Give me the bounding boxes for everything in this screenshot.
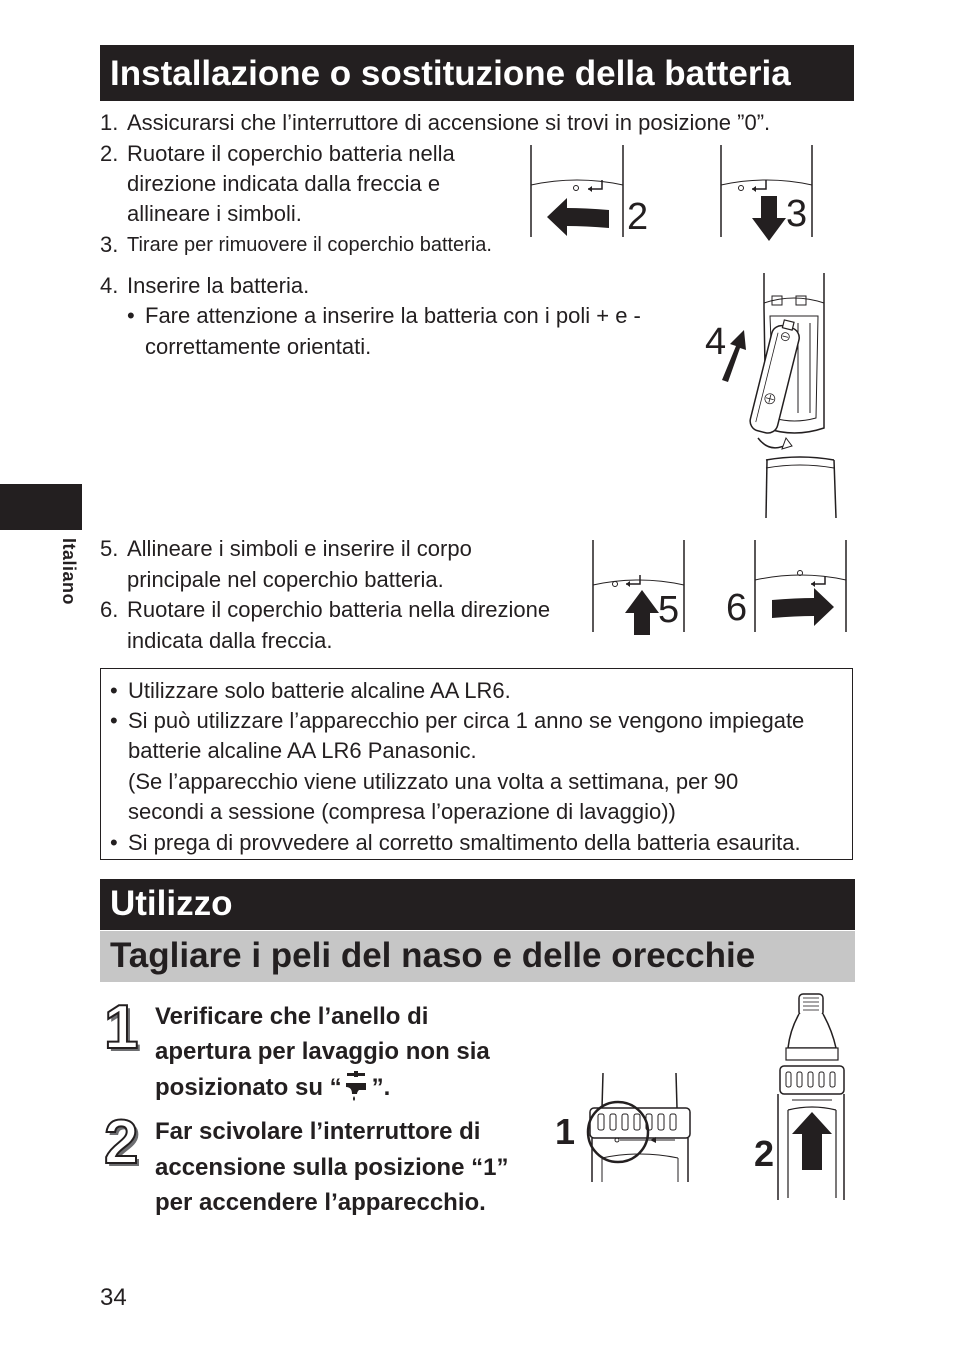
figure-label: 3 <box>786 193 808 235</box>
note-text: Si prega di provvedere al corretto smaltimento della batteria esaurita. <box>128 830 801 855</box>
step-instruction: apertura per lavaggio non sia <box>155 1038 490 1065</box>
side-tab <box>0 484 82 530</box>
note-text: secondi a sessione (compresa l’operazione di lavaggio)) <box>128 799 676 824</box>
arrow-right-icon <box>770 586 836 630</box>
step-instruction-line <box>155 1070 390 1106</box>
note-text: batterie alcaline AA LR6 Panasonic. <box>128 738 477 763</box>
figure-power-switch <box>770 990 850 1202</box>
step-text: Tirare per rimuovere il coperchio batteria. <box>127 234 492 256</box>
bullet-text: Fare attenzione a inserire la batteria con i poli + e - <box>145 303 641 328</box>
step-text: principale nel coperchio batteria. <box>127 567 444 592</box>
step-text: Ruotare il coperchio batteria nella direzione <box>127 597 551 622</box>
step-text: direzione indicata dalla freccia e <box>127 171 441 196</box>
step-text: indicata dalla freccia. <box>127 628 333 653</box>
figure-label: 2 <box>627 196 649 238</box>
big-step-number: 1 <box>104 993 139 1062</box>
bullet-dot: • <box>110 708 118 733</box>
section-title-battery: Installazione o sostituzione della batteria <box>100 45 854 101</box>
section-title-usage: Utilizzo <box>100 879 855 930</box>
bullet-text: correttamente orientati. <box>145 334 372 359</box>
section-subtitle-trim: Tagliare i peli del naso e delle orecchie <box>100 931 855 982</box>
bullet-dot: • <box>110 830 118 855</box>
page-number: 34 <box>100 1284 127 1311</box>
figure-label: 4 <box>705 321 727 363</box>
step-text: allineare i simboli. <box>127 201 302 226</box>
arrow-left-icon <box>545 196 611 240</box>
step-instruction: accensione sulla posizione “1” <box>155 1154 509 1181</box>
arrow-down-icon <box>751 196 787 242</box>
step-instruction: Far scivolare l’interruttore di <box>155 1118 481 1145</box>
figure-label: 5 <box>658 589 680 631</box>
side-tab-label: Italiano <box>59 538 79 606</box>
bullet-dot: • <box>110 678 118 703</box>
faucet-icon <box>344 1070 370 1102</box>
figure-washing-ring <box>580 1068 695 1186</box>
step-text: Ruotare il coperchio batteria nella <box>127 141 455 166</box>
figure-insert-battery <box>700 268 845 520</box>
step-number: 3. <box>100 232 119 257</box>
step-instruction: per accendere l’apparecchio. <box>155 1189 486 1216</box>
step-instruction: Verificare che l’anello di <box>155 1003 429 1030</box>
step-number: 6. <box>100 597 119 622</box>
step-number: 4. <box>100 273 119 298</box>
step-text: Allineare i simboli e inserire il corpo <box>127 536 472 561</box>
arrow-up-icon <box>624 590 660 636</box>
figure-label: 2 <box>754 1133 775 1174</box>
step-instruction-part: ”. <box>371 1074 391 1101</box>
figure-label: 6 <box>726 587 748 629</box>
step-number: 2. <box>100 141 119 166</box>
step-number: 1. <box>100 110 119 135</box>
big-step-number: 2 <box>104 1108 139 1177</box>
note-text: Utilizzare solo batterie alcaline AA LR6. <box>128 678 511 703</box>
note-text: Si può utilizzare l’apparecchio per circa 1 anno se vengono impiegate <box>128 708 805 733</box>
step-instruction-part: posizionato su “ <box>155 1074 342 1101</box>
step-text: Assicurarsi che l’interruttore di accensione si trovi in posizione ”0”. <box>127 110 771 135</box>
bullet-dot: • <box>127 303 135 328</box>
figure-label: 1 <box>555 1111 576 1152</box>
note-text: (Se l’apparecchio viene utilizzato una volta a settimana, per 90 <box>128 769 739 794</box>
step-number: 5. <box>100 536 119 561</box>
step-text: Inserire la batteria. <box>127 273 310 298</box>
